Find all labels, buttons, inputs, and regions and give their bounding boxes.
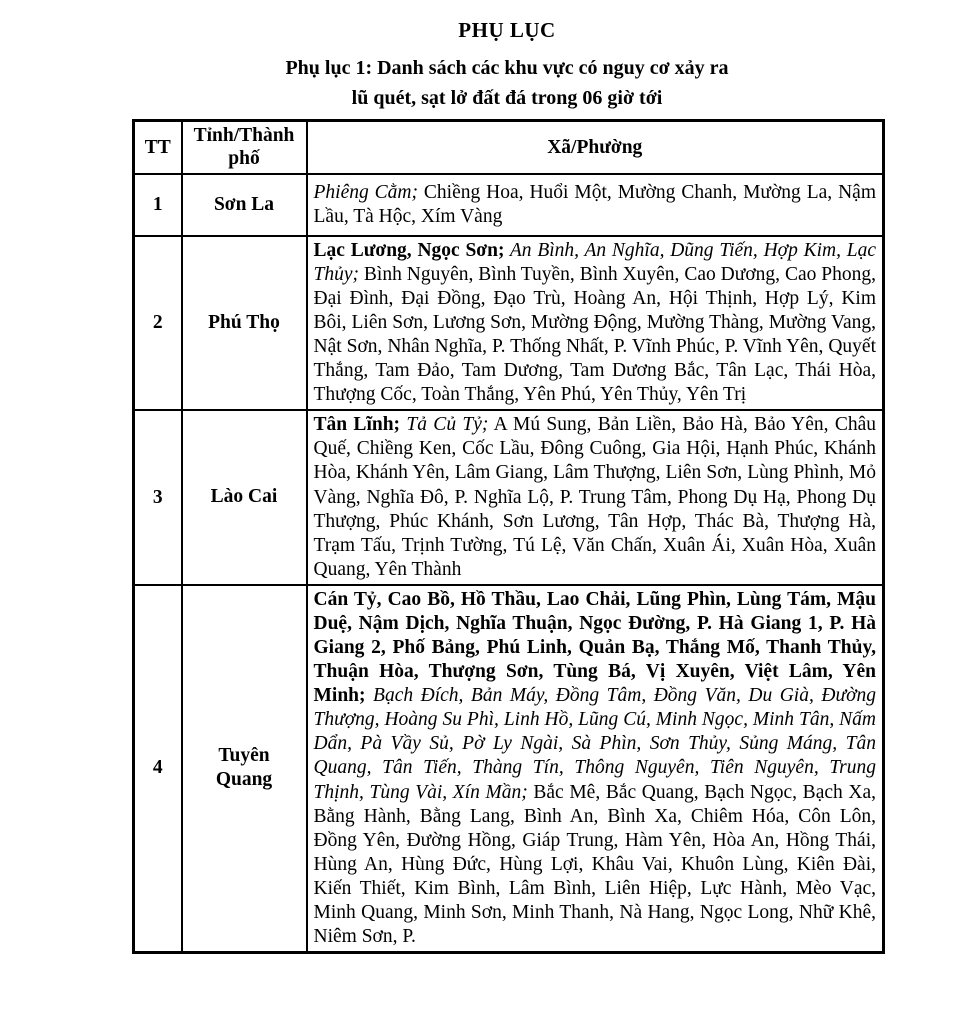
table-row — [134, 585, 884, 953]
row-number: 2 — [134, 236, 182, 411]
page-title: PHỤ LỤC — [458, 18, 556, 42]
communes-segment-regular: A Mú Sung, Bản Liền, Bảo Hà, Bảo Yên, Châu Quế, Chiềng Ken, Cốc Lầu, Đông Cuông, Gia Hội, Hạnh Phúc, Khánh Hòa, Khánh Yên, Lâm Giang, Lâm Thượng, Liên Sơn, Lùng Phình, Mỏ Vàng, Nghĩa Đô, P. Nghĩa Lộ, P. Trung Tâm, Phong Dụ Hạ, Phong Dụ Thượng, Phúc Khánh, Sơn Lương, Tân Hợp, Thác Bà, Thượng Hà, Trạm Tấu, Trịnh Tường, Tú Lệ, Văn Chấn, Xuân Ái, Xuân Hòa, Xuân Quang, Yên Thành — [313, 414, 876, 580]
communes-list — [307, 174, 884, 236]
row-number: 4 — [134, 585, 182, 953]
table-header-row — [134, 121, 884, 174]
subtitle-line-1: Phụ lục 1: Danh sách các khu vực có nguy cơ xảy ra — [285, 57, 729, 79]
communes-segment-bold: Tân Lĩnh; — [313, 414, 401, 436]
province-name: Tuyên Quang — [182, 585, 307, 953]
communes-segment-regular: Bình Nguyên, Bình Tuyền, Bình Xuyên, Cao Dương, Cao Phong, Đại Đình, Đại Đồng, Đạo Trù, Hoàng An, Hội Thịnh, Hợp Lý, Kim Bôi, Liên Sơn, Lương Sơn, Mường Động, Mường Thàng, Mường Vang, Nật Sơn, Nhân Nghĩa, P. Thống Nhất, P. Vĩnh Phúc, P. Vĩnh Yên, Quyết Thắng, Tam Đảo, Tam Dương, Tam Dương Bắc, Tân Lạc, Thái Hòa, Thượng Cốc, Toàn Thắng, Yên Phú, Yên Thủy, Yên Trị — [313, 263, 876, 406]
communes-segment-italic: An Bình, An Nghĩa, Dũng Tiến, Hợp Kim, Lạc Thủy; — [313, 239, 877, 285]
row-number: 1 — [134, 174, 182, 236]
communes-segment-italic: Tả Củ Tỷ; — [400, 414, 489, 436]
subtitle-line-2: lũ quét, sạt lở đất đá trong 06 giờ tới — [351, 87, 663, 109]
row-number: 3 — [134, 410, 182, 585]
province-name: Sơn La — [182, 174, 307, 236]
table-row — [134, 174, 884, 236]
communes-segment-regular: Chiềng Hoa, Huổi Một, Mường Chanh, Mường La, Nậm Lầu, Tà Hộc, Xím Vàng — [313, 181, 876, 227]
table-row — [134, 410, 884, 585]
communes-segment-bold: Cán Tỷ, Cao Bồ, Hồ Thầu, Lao Chải, Lũng Phìn, Lùng Tám, Mậu Duệ, Nậm Dịch, Nghĩa Thuận, Ngọc Đường, P. Hà Giang 1, P. Hà Giang 2, Phố Bảng, Phú Linh, Quản Bạ, Thắng Mố, Thanh Thủy, Thuận Hòa, Thượng Sơn, Tùng Bá, Vị Xuyên, Việt Lâm, Yên Minh; — [313, 588, 876, 707]
table-row — [134, 236, 884, 411]
header-commune: Xã/Phường — [307, 121, 884, 174]
document-heading — [132, 18, 882, 113]
province-name: Phú Thọ — [182, 236, 307, 411]
province-name: Lào Cai — [182, 410, 307, 585]
communes-segment-italic: Bạch Đích, Bản Máy, Đồng Tâm, Đồng Văn, Du Già, Đường Thượng, Hoàng Su Phì, Linh Hồ, Lũng Cú, Minh Ngọc, Minh Tân, Nấm Dẩn, Pà Vầy Sủ, Pờ Ly Ngài, Sà Phìn, Sơn Thủy, Sủng Máng, Tân Quang, Tân Tiến, Thàng Tín, Thông Nguyên, Tiên Nguyên, Trung Thịnh, Tùng Vài, Xín Mần; — [313, 685, 876, 803]
risk-areas-table — [132, 119, 885, 954]
communes-segment-regular: Bắc Mê, Bắc Quang, Bạch Ngọc, Bạch Xa, Bằng Hành, Bằng Lang, Bình An, Bình Xa, Chiêm Hóa, Côn Lôn, Đồng Yên, Đường Hồng, Giáp Trung, Hàm Yên, Hòa An, Hồng Thái, Hùng An, Hùng Đức, Hùng Lợi, Khâu Vai, Khuôn Lùng, Kiên Đài, Kiến Thiết, Kim Bình, Lâm Bình, Liên Hiệp, Lực Hành, Mèo Vạc, Minh Quang, Minh Sơn, Minh Thanh, Nà Hang, Ngọc Long, Nhữ Khê, Niêm Sơn, P. — [313, 781, 876, 947]
communes-list — [307, 410, 884, 585]
communes-list — [307, 585, 884, 953]
communes-segment-italic: Phiêng Cằm; — [313, 181, 418, 203]
header-province: Tỉnh/Thành phố — [182, 121, 307, 174]
communes-segment-bold: Lạc Lương, Ngọc Sơn; — [313, 239, 505, 261]
communes-list — [307, 236, 884, 411]
header-tt: TT — [134, 121, 182, 174]
